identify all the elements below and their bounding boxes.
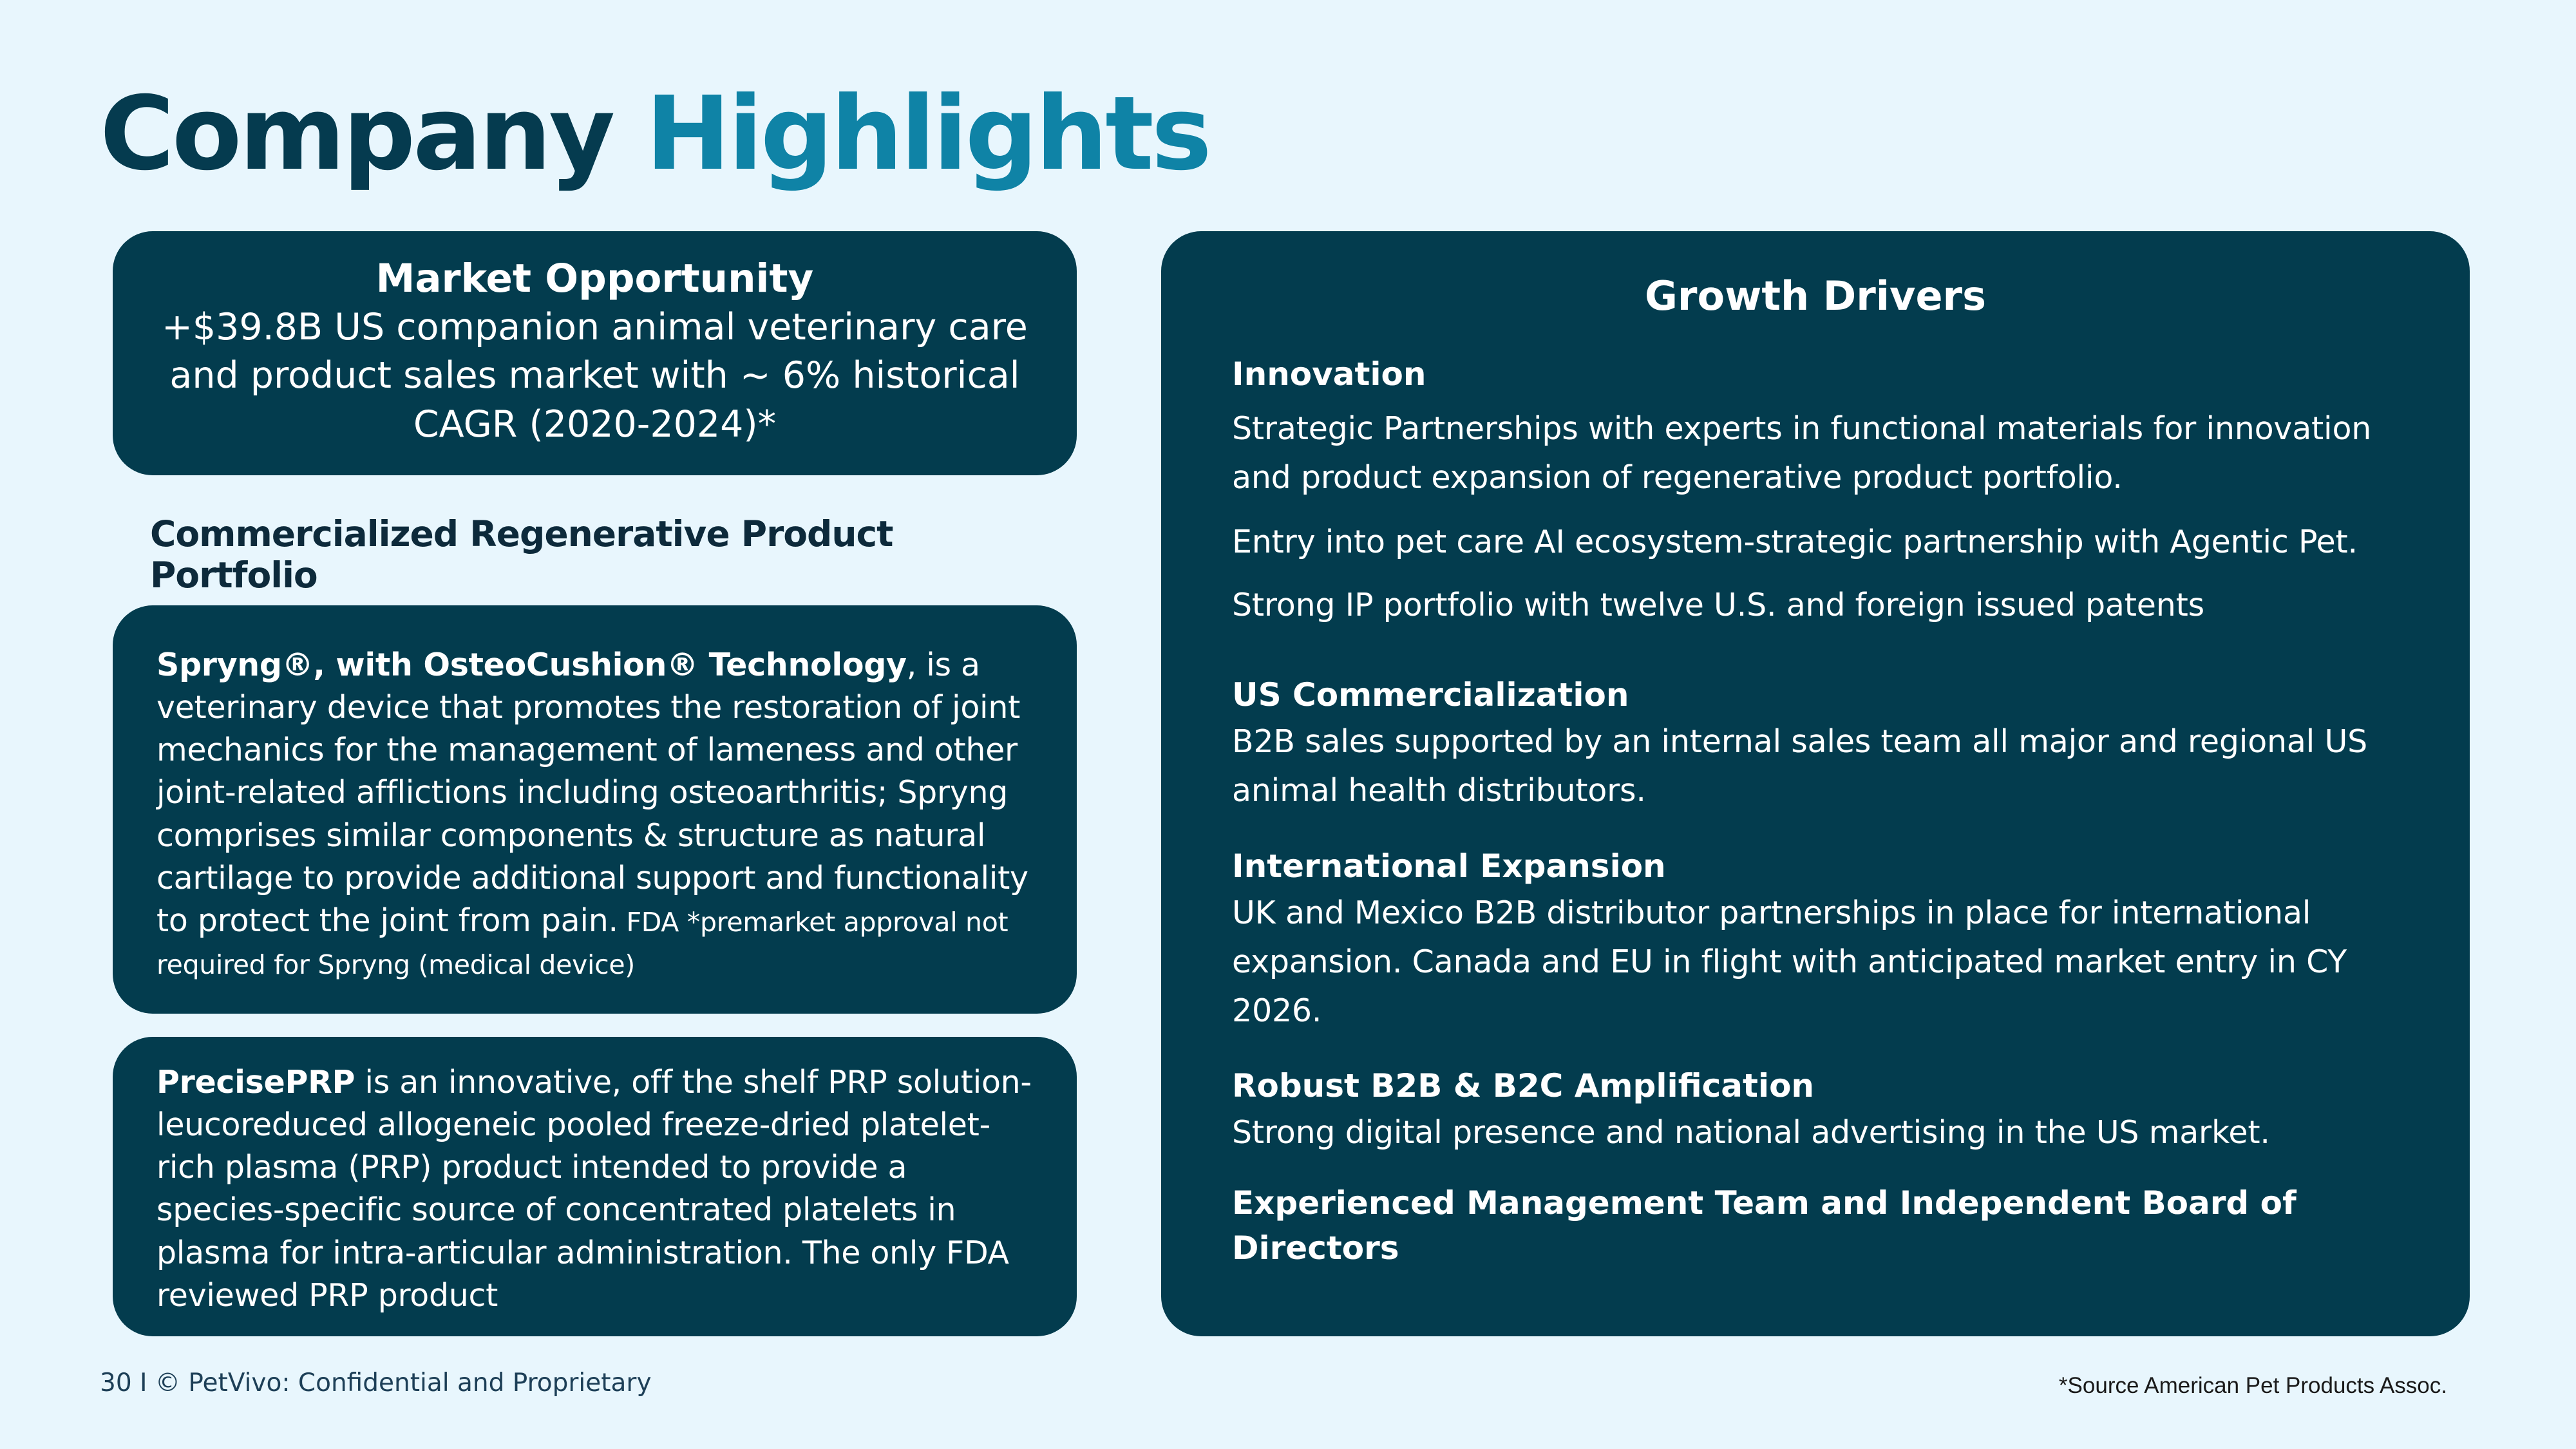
spryng-description: [156, 644, 1033, 985]
footer-confidential: 30 I © PetVivo: Confidential and Proprietary: [100, 1368, 652, 1397]
spryng-note: *premarket approval not required for Spryng (medical device): [156, 906, 1009, 980]
growth-drivers-card: [1161, 231, 2470, 1336]
spryng-body: , is a veterinary device that promotes the restoration of joint mechanics for the management of lameness and other joint-related afflictions including osteoarthritis; Spryng comprises similar components & structure as natural cartilage to provide additional support and functionality to protect the joint from pain.: [156, 647, 1028, 939]
management-heading: Experienced Management Team and Independent Board of Directors: [1232, 1184, 2297, 1267]
market-body: +$39.8B US companion animal veterinary care and product sales market with ~ 6% historical CAGR (2020-2024)*: [162, 306, 1028, 446]
title-highlights: Highlights: [645, 75, 1209, 193]
market-opportunity-card: [113, 231, 1077, 475]
spryng-card: [113, 605, 1077, 1014]
innovation-item: Strategic Partnerships with experts in functional materials for innovation and product expansion of regenerative product portfolio.: [1232, 410, 2372, 496]
spryng-fda: FDA: [618, 906, 687, 938]
preciseprp-name: PrecisePRP: [156, 1064, 355, 1101]
amplification-body: Strong digital presence and national advertising in the US market.: [1232, 1114, 2270, 1151]
amplification-heading: Robust B2B & B2C Amplification: [1232, 1067, 1815, 1105]
us-commercialization-body: B2B sales supported by an internal sales team all major and regional US animal health distributors.: [1232, 723, 2368, 809]
preciseprp-description: [156, 1061, 1033, 1317]
us-commercialization-heading: US Commercialization: [1232, 676, 1629, 714]
innovation-heading: Innovation: [1232, 355, 1426, 393]
international-expansion-heading: International Expansion: [1232, 847, 1666, 885]
portfolio-label: Commercialized Regenerative Product Portfolio: [150, 513, 893, 596]
footer-source: *Source American Pet Products Assoc.: [2058, 1373, 2447, 1398]
market-heading: Market Opportunity: [375, 256, 814, 301]
preciseprp-body: is an innovative, off the shelf PRP solution- leucoreduced allogeneic pooled freeze-dried platelet-rich plasma (PRP) product intended to provide a species-specific source of concentrated platelets in plasma for intra-articular administration. The only FDA reviewed PRP product: [156, 1064, 1032, 1314]
page-title: [100, 75, 1209, 193]
innovation-item: Entry into pet care AI ecosystem-strategic partnership with Agentic Pet.: [1232, 523, 2358, 560]
preciseprp-card: [113, 1037, 1077, 1336]
growth-heading: Growth Drivers: [1645, 272, 1986, 319]
innovation-item: Strong IP portfolio with twelve U.S. and foreign issued patents: [1232, 586, 2204, 623]
international-expansion-body: UK and Mexico B2B distributor partnerships in place for international expansion. Canada and EU in flight with anticipated market entry in CY 2026.: [1232, 894, 2347, 1029]
spryng-name: Spryng®, with OsteoCushion® Technology: [156, 647, 907, 683]
title-company: Company: [100, 75, 613, 193]
